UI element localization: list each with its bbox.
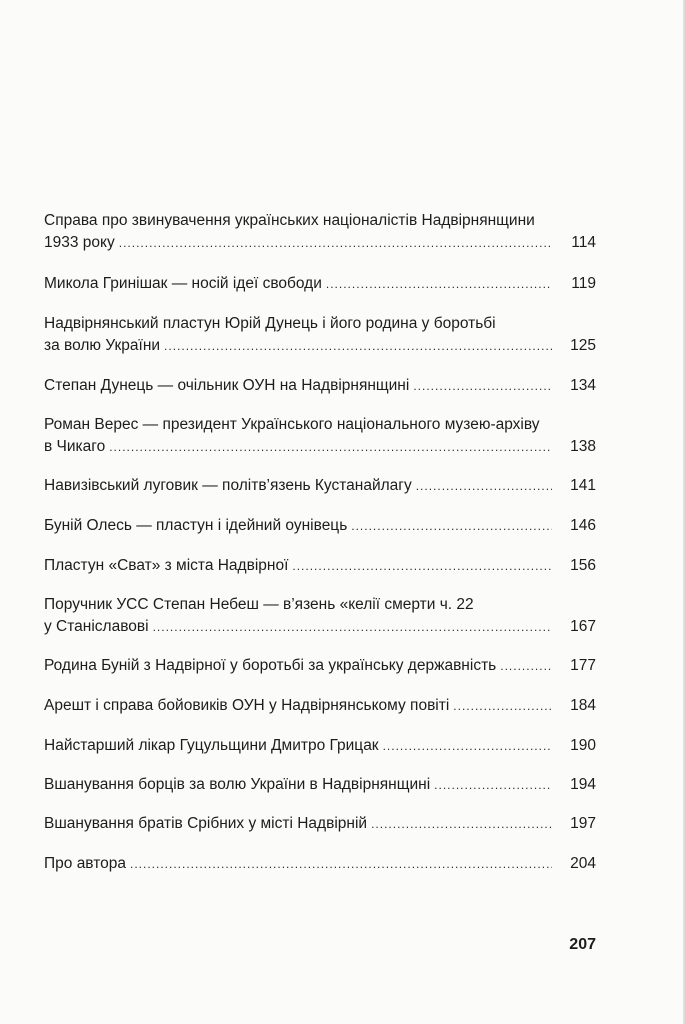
toc-entry [44, 655, 596, 677]
dot-leader [416, 475, 552, 497]
toc-entry [44, 813, 596, 835]
dot-leader [413, 375, 552, 397]
toc-entry-title: Степан Дунець — очільник ОУН на Надвірнянщині [44, 377, 410, 394]
toc-page-number: 138 [570, 438, 596, 455]
toc-entry-title: Вшанування борців за волю України в Надвірнянщині [44, 776, 431, 793]
toc-entry-title-line: Справа про звинувачення українських націоналістів Надвірнянщини [44, 212, 535, 229]
toc-entry [44, 695, 596, 717]
toc-entry-title-line: Надвірнянський пластун Юрій Дунець і його родина у боротьбі [44, 315, 496, 332]
toc-page-number: 146 [570, 517, 596, 534]
dot-leader [500, 655, 552, 677]
toc-entry-title-line: Роман Верес — президент Українського національного музею-архіву [44, 416, 540, 433]
toc-page-number: 134 [570, 377, 596, 394]
toc-entry [44, 273, 596, 295]
toc-entry [44, 375, 596, 397]
toc-entry-title: Пластун «Сват» з міста Надвірної [44, 557, 289, 574]
toc-entry-title: Вшанування братів Срібних у місті Надвірній [44, 815, 368, 832]
toc-entry-title: Про автора [44, 855, 126, 872]
toc-entry-title-line: Поручник УСС Степан Небеш — в’язень «келії смерти ч. 22 [44, 596, 474, 613]
dot-leader [109, 436, 552, 458]
toc-entry [44, 210, 596, 254]
dot-leader [119, 232, 552, 254]
toc-entry [44, 313, 596, 357]
dot-leader [371, 813, 552, 835]
dot-leader [434, 774, 552, 796]
toc-page-number: 141 [570, 477, 596, 494]
toc-entry-title: Микола Гринішак — носій ідеї свободи [44, 275, 322, 292]
dot-leader [292, 555, 552, 577]
toc-entry-title-end: 1933 року [44, 234, 115, 251]
toc-page-number: 197 [570, 815, 596, 832]
toc-entry-title: Навизівський луговик — політв’язень Кустанайлагу [44, 477, 412, 494]
toc-page-number: 204 [570, 855, 596, 872]
toc-entry [44, 735, 596, 757]
toc-entry [44, 414, 596, 458]
toc-page-number: 177 [570, 657, 596, 674]
toc-entry [44, 515, 596, 537]
toc-entry [44, 853, 596, 875]
table-of-contents [44, 210, 596, 875]
toc-page-number: 184 [570, 697, 596, 714]
dot-leader [351, 515, 552, 537]
toc-page-number: 194 [570, 776, 596, 793]
page-number: 207 [569, 936, 596, 953]
dot-leader [164, 335, 552, 357]
toc-entry-title-end: за волю України [44, 337, 161, 354]
toc-entry [44, 774, 596, 796]
toc-page-number: 114 [571, 234, 596, 251]
toc-entry-title: Родина Буній з Надвірної у боротьбі за українську державність [44, 657, 497, 674]
toc-entry [44, 555, 596, 577]
toc-page-number: 167 [570, 618, 596, 635]
dot-leader [453, 695, 552, 717]
toc-entry-title-end: у Станіславові [44, 618, 149, 635]
dot-leader [153, 616, 552, 638]
dot-leader [130, 853, 552, 875]
dot-leader [383, 735, 552, 757]
toc-entry-title: Буній Олесь — пластун і ідейний оунівець [44, 517, 348, 534]
dot-leader [326, 273, 552, 295]
toc-page-number: 190 [570, 737, 596, 754]
toc-page-number: 156 [570, 557, 596, 574]
toc-entry-title: Арешт і справа бойовиків ОУН у Надвірнянському повіті [44, 697, 450, 714]
toc-page-number: 119 [571, 275, 596, 292]
toc-entry-title-end: в Чикаго [44, 438, 106, 455]
toc-entry-title: Найстарший лікар Гуцульщини Дмитро Грицак [44, 737, 379, 754]
toc-entry [44, 594, 596, 638]
toc-page-number: 125 [570, 337, 596, 354]
toc-entry [44, 475, 596, 497]
